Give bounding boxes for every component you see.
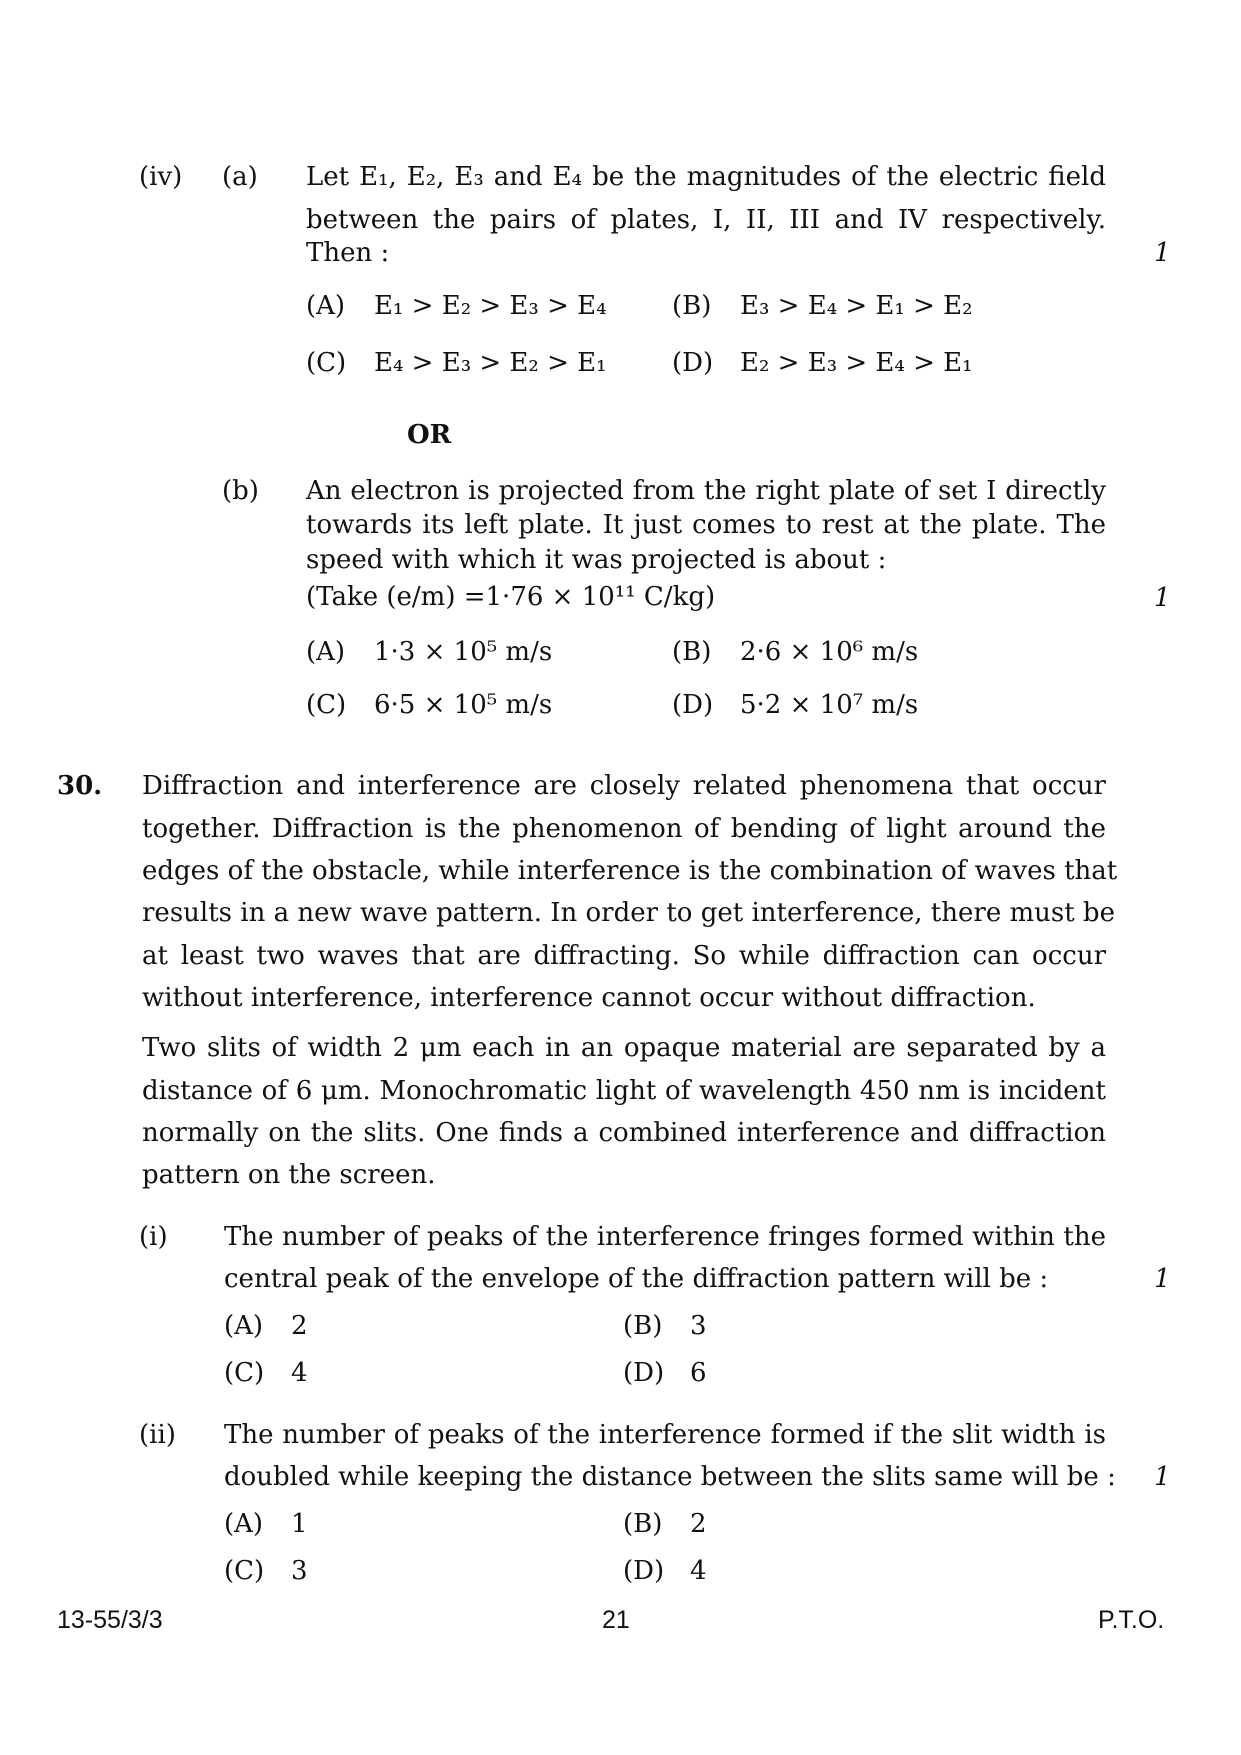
option-d-label: (D) [623, 1358, 665, 1388]
option-c-label: (C) [224, 1556, 265, 1586]
option-c-text: E₄ > E₃ > E₂ > E₁ [374, 348, 607, 378]
sub-i-line-2: central peak of the envelope of the diffraction pattern will be : [224, 1264, 1049, 1294]
q30-para1-line-4: results in a new wave pattern. In order to get interference, there must be [142, 898, 1115, 928]
option-c-text: 4 [291, 1358, 308, 1388]
part-a-line-3: Then : [306, 238, 390, 268]
part-a-label: (a) [222, 162, 258, 192]
sub-i-marks: 1 [1154, 1264, 1171, 1294]
option-c-label: (C) [224, 1358, 265, 1388]
paper-code: 13-55/3/3 [57, 1606, 163, 1634]
option-b-text: E₃ > E₄ > E₁ > E₂ [740, 291, 973, 321]
subquestion-label-i: (i) [139, 1222, 168, 1252]
part-b-marks: 1 [1154, 583, 1171, 613]
q30-para2-line-2: distance of 6 μm. Monochromatic light of wavelength 450 nm is incident [142, 1076, 1106, 1106]
option-a-label: (A) [224, 1311, 264, 1341]
q30-para1-line-2: together. Diffraction is the phenomenon of bending of light around the [142, 814, 1106, 844]
option-a-text: 1 [291, 1509, 308, 1539]
option-b-label: (B) [623, 1509, 663, 1539]
option-c-text: 6·5 × 10⁵ m/s [374, 690, 553, 720]
part-b-line-3: speed with which it was projected is about : [306, 545, 887, 575]
part-a-line-2: between the pairs of plates, I, II, III and IV respectively. [306, 205, 1106, 235]
subquestion-number-iv: (iv) [139, 162, 183, 192]
q30-para1-line-1: Diffraction and interference are closely related phenomena that occur [142, 771, 1106, 801]
sub-ii-line-2: doubled while keeping the distance between the slits same will be : [224, 1462, 1116, 1492]
option-a-text: 1·3 × 10⁵ m/s [374, 637, 553, 667]
option-a-label: (A) [306, 291, 346, 321]
q30-para2-line-4: pattern on the screen. [142, 1160, 436, 1190]
option-d-label: (D) [672, 690, 714, 720]
please-turn-over: P.T.O. [1098, 1606, 1165, 1634]
sub-ii-line-1: The number of peaks of the interference formed if the slit width is [224, 1420, 1106, 1450]
option-b-label: (B) [672, 637, 712, 667]
part-a-marks: 1 [1154, 238, 1171, 268]
q30-para1-line-5: at least two waves that are diffracting. So while diffraction can occur [142, 941, 1106, 971]
q30-para1-line-3: edges of the obstacle, while interference is the combination of waves that [142, 856, 1118, 886]
option-c-label: (C) [306, 348, 347, 378]
part-b-label: (b) [222, 476, 259, 506]
question-number-30: 30. [57, 771, 103, 801]
option-d-text: 4 [690, 1556, 707, 1586]
q30-para2-line-1: Two slits of width 2 μm each in an opaque material are separated by a [142, 1033, 1106, 1063]
option-d-text: E₂ > E₃ > E₄ > E₁ [740, 348, 973, 378]
option-a-label: (A) [306, 637, 346, 667]
option-b-label: (B) [672, 291, 712, 321]
option-a-text: E₁ > E₂ > E₃ > E₄ [374, 291, 607, 321]
subquestion-label-ii: (ii) [139, 1420, 176, 1450]
option-a-text: 2 [291, 1311, 308, 1341]
option-d-text: 5·2 × 10⁷ m/s [740, 690, 919, 720]
part-a-line-1: Let E₁, E₂, E₃ and E₄ be the magnitudes of the electric field [306, 162, 1106, 192]
option-b-text: 2·6 × 10⁶ m/s [740, 637, 919, 667]
q30-para2-line-3: normally on the slits. One finds a combined interference and diffraction [142, 1118, 1106, 1148]
sub-ii-marks: 1 [1154, 1462, 1171, 1492]
option-d-text: 6 [690, 1358, 707, 1388]
option-b-text: 2 [690, 1509, 707, 1539]
part-b-line-4: (Take (e/m) =1·76 × 10¹¹ C/kg) [306, 582, 716, 612]
option-d-label: (D) [623, 1556, 665, 1586]
option-b-text: 3 [690, 1311, 707, 1341]
or-separator: OR [407, 420, 452, 450]
part-b-line-1: An electron is projected from the right plate of set I directly [306, 476, 1106, 506]
option-d-label: (D) [672, 348, 714, 378]
q30-para1-line-6: without interference, interference cannot occur without diffraction. [142, 983, 1036, 1013]
part-b-line-2: towards its left plate. It just comes to rest at the plate. The [306, 510, 1106, 540]
option-a-label: (A) [224, 1509, 264, 1539]
sub-i-line-1: The number of peaks of the interference fringes formed within the [224, 1222, 1106, 1252]
option-c-text: 3 [291, 1556, 308, 1586]
page-number: 21 [602, 1606, 630, 1634]
option-b-label: (B) [623, 1311, 663, 1341]
option-c-label: (C) [306, 690, 347, 720]
